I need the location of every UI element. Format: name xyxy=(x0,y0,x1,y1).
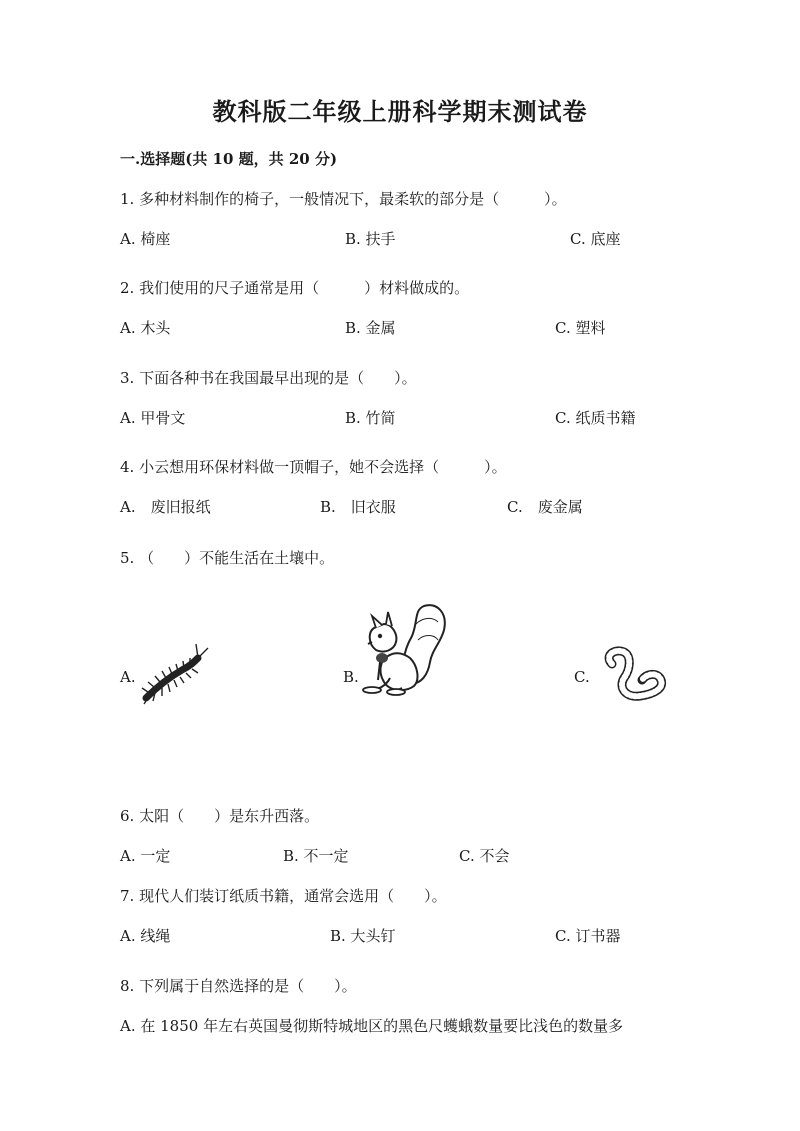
question-1-option-c[interactable]: C. 底座 xyxy=(570,230,621,248)
question-1-option-b[interactable]: B. 扶手 xyxy=(345,230,396,248)
question-6-option-a[interactable]: A. 一定 xyxy=(120,847,171,865)
exam-title: 教科版二年级上册科学期末测试卷 xyxy=(212,97,588,126)
earthworm-icon xyxy=(598,644,670,704)
section-heading: 一.选择题(共 10 题，共 20 分) xyxy=(120,150,338,168)
question-8-option-a[interactable]: A. 在 1850 年左右英国曼彻斯特城地区的黑色尺蠖蛾数量要比浅色的数量多 xyxy=(120,1017,624,1035)
question-4-option-a[interactable]: A. 废旧报纸 xyxy=(120,498,211,516)
question-2-option-a[interactable]: A. 木头 xyxy=(120,319,171,337)
question-5-option-b[interactable]: B. xyxy=(343,668,359,686)
question-5-stem: 5. （ ）不能生活在土壤中。 xyxy=(120,549,335,567)
question-4-option-c[interactable]: C. 废金属 xyxy=(507,498,583,516)
question-6-option-b[interactable]: B. 不一定 xyxy=(283,847,349,865)
question-7-stem: 7. 现代人们装订纸质书籍，通常会选用（ ）。 xyxy=(120,887,447,905)
question-6-option-c[interactable]: C. 不会 xyxy=(459,847,510,865)
question-7-option-c[interactable]: C. 订书器 xyxy=(555,927,621,945)
question-1-stem: 1. 多种材料制作的椅子，一般情况下，最柔软的部分是（ ）。 xyxy=(120,190,567,208)
question-5-option-c[interactable]: C. xyxy=(574,668,590,686)
squirrel-icon xyxy=(358,600,452,698)
question-2-option-c[interactable]: C. 塑料 xyxy=(555,319,606,337)
question-4-option-b[interactable]: B. 旧衣服 xyxy=(320,498,396,516)
question-6-stem: 6. 太阳（ ）是东升西落。 xyxy=(120,807,320,825)
centipede-icon xyxy=(138,640,212,706)
question-3-option-a[interactable]: A. 甲骨文 xyxy=(120,409,186,427)
question-7-option-b[interactable]: B. 大头钉 xyxy=(330,927,396,945)
question-2-stem: 2. 我们使用的尺子通常是用（ ）材料做成的。 xyxy=(120,279,470,297)
question-1-option-a[interactable]: A. 椅座 xyxy=(120,230,171,248)
question-8-stem: 8. 下列属于自然选择的是（ ）。 xyxy=(120,977,357,995)
question-5-option-a[interactable]: A. xyxy=(120,668,136,686)
question-7-option-a[interactable]: A. 线绳 xyxy=(120,927,171,945)
question-4-stem: 4. 小云想用环保材料做一顶帽子，她不会选择（ ）。 xyxy=(120,458,507,476)
question-3-stem: 3. 下面各种书在我国最早出现的是（ ）。 xyxy=(120,369,417,387)
question-3-option-b[interactable]: B. 竹简 xyxy=(345,409,396,427)
question-3-option-c[interactable]: C. 纸质书籍 xyxy=(555,409,636,427)
question-2-option-b[interactable]: B. 金属 xyxy=(345,319,396,337)
